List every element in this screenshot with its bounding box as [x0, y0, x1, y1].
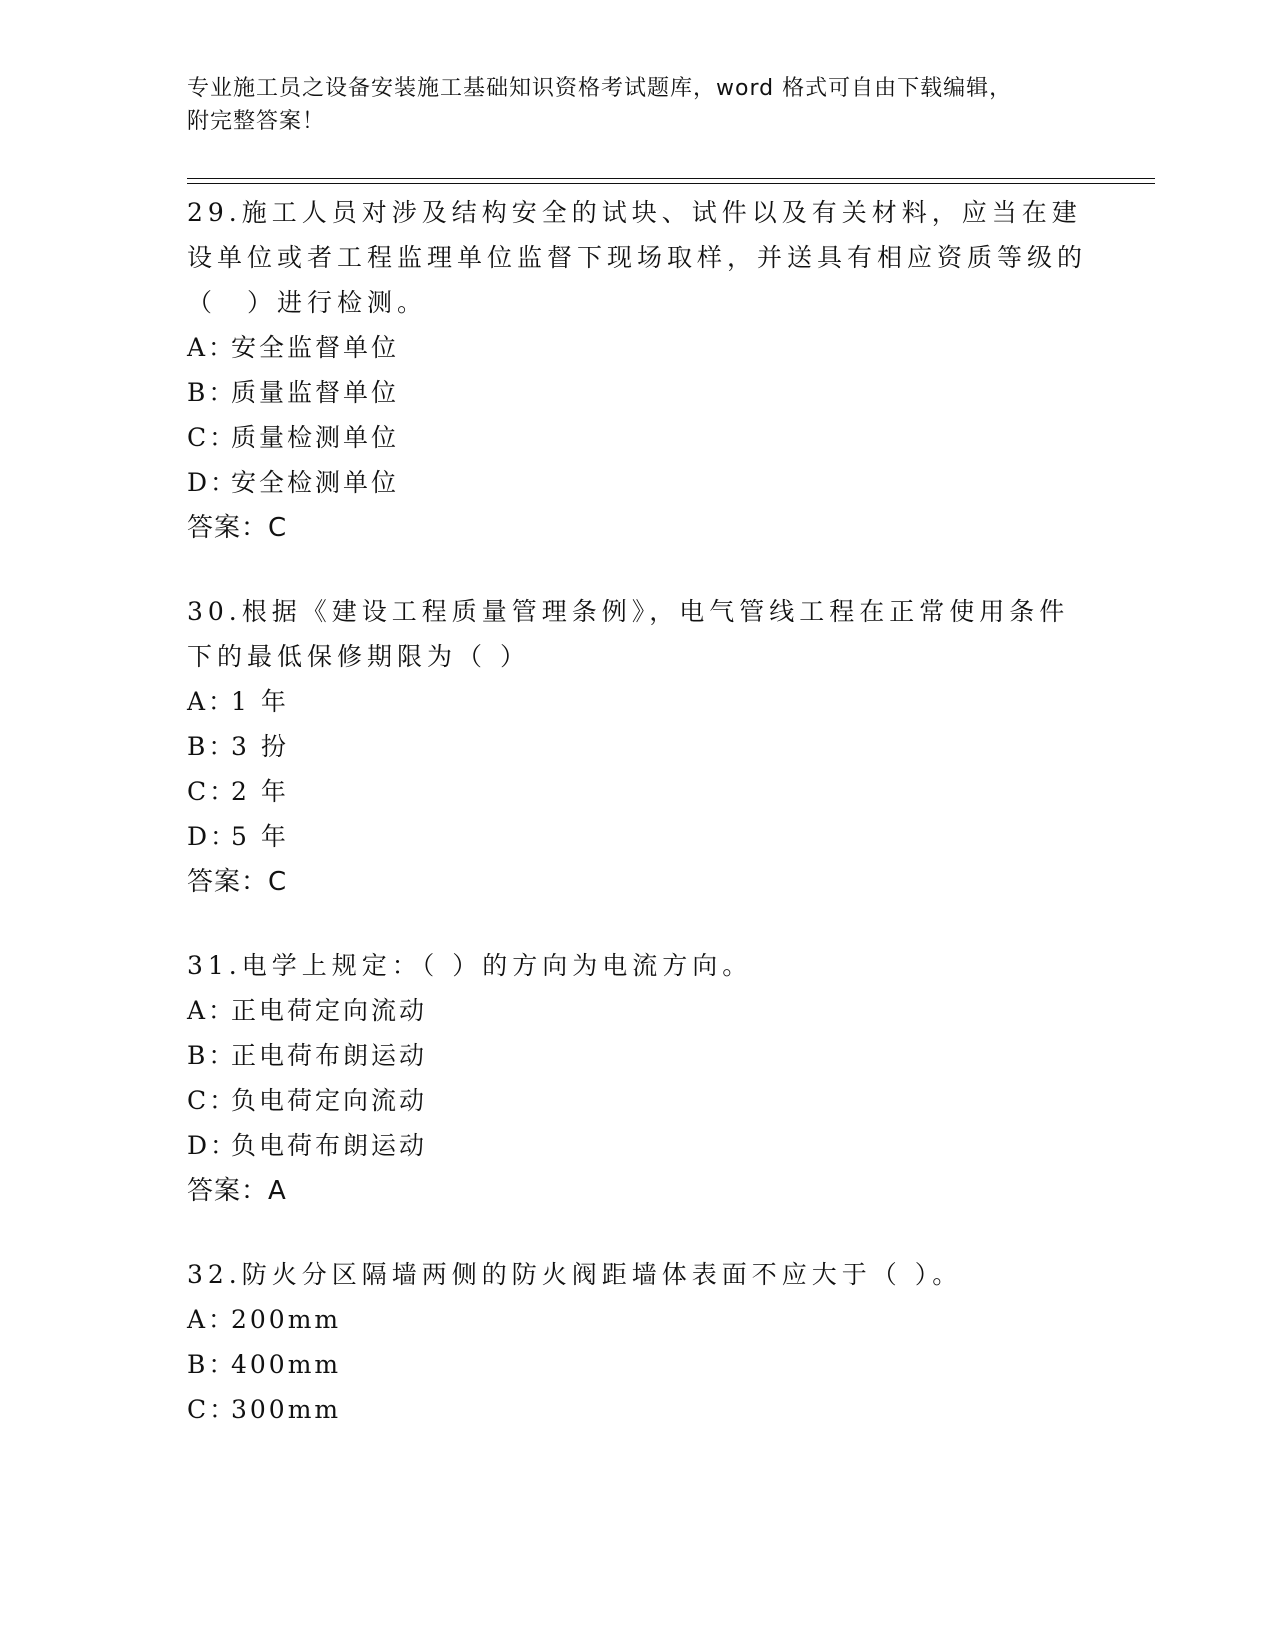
option-a [187, 1297, 1087, 1342]
option-label: A： [187, 687, 237, 716]
question-text: 29.施工人员对涉及结构安全的试块、试件以及有关材料，应当在建设单位或者工程监理单位监督下现场取样，并送具有相应资质等级的（ ）进行检测。 [187, 198, 1088, 317]
document-header [187, 72, 1087, 138]
option-label: D： [187, 1131, 239, 1160]
header-line-2: 附完整答案！ [187, 109, 326, 134]
option-label: D： [187, 822, 239, 851]
question-text: 32.防火分区隔墙两侧的防火阀距墙体表面不应大于（ ）。 [187, 1260, 963, 1289]
option-c [187, 1078, 1087, 1123]
option-label: C： [187, 1395, 238, 1424]
header-divider-bottom [187, 183, 1155, 184]
option-c [187, 1387, 1087, 1432]
option-text: 3 扮 [231, 732, 289, 761]
option-label: B： [187, 732, 237, 761]
option-text: 2 年 [231, 777, 289, 806]
option-text: 正电荷布朗运动 [231, 1041, 428, 1070]
option-b [187, 724, 1087, 769]
option-text: 400mm [231, 1350, 342, 1379]
option-c [187, 769, 1087, 814]
question-text: 31.电学上规定：（ ）的方向为电流方向。 [187, 951, 753, 980]
option-d [187, 814, 1087, 859]
question-text: 30.根据《建设工程质量管理条例》，电气管线工程在正常使用条件下的最低保修期限为（ ） [187, 597, 1070, 671]
option-label: D： [187, 468, 239, 497]
option-a [187, 325, 1087, 370]
option-text: 安全监督单位 [231, 333, 400, 362]
option-a [187, 988, 1087, 1033]
option-d [187, 460, 1087, 505]
option-b [187, 1033, 1087, 1078]
option-text: 200mm [231, 1305, 342, 1334]
option-text: 负电荷定向流动 [231, 1086, 428, 1115]
question-30 [187, 589, 1087, 905]
option-d [187, 1123, 1087, 1168]
option-text: 安全检测单位 [231, 468, 400, 497]
header-divider-top [187, 178, 1155, 179]
option-text: 300mm [231, 1395, 342, 1424]
option-label: C： [187, 1086, 238, 1115]
option-label: B： [187, 1041, 237, 1070]
option-text: 正电荷定向流动 [231, 996, 428, 1025]
answer-line: 答案：C [187, 867, 288, 897]
option-label: A： [187, 1305, 237, 1334]
option-label: B： [187, 1350, 237, 1379]
option-text: 负电荷布朗运动 [231, 1131, 428, 1160]
option-b [187, 1342, 1087, 1387]
option-text: 5 年 [231, 822, 289, 851]
option-text: 质量监督单位 [231, 378, 400, 407]
option-label: C： [187, 777, 238, 806]
answer-line: 答案：A [187, 1176, 287, 1206]
option-b [187, 370, 1087, 415]
option-label: B： [187, 378, 237, 407]
question-31 [187, 943, 1087, 1214]
option-label: A： [187, 996, 237, 1025]
answer-line: 答案：C [187, 513, 288, 543]
option-label: A： [187, 333, 237, 362]
option-text: 1 年 [231, 687, 289, 716]
header-line-1: 专业施工员之设备安装施工基础知识资格考试题库，word 格式可自由下载编辑， [187, 76, 1013, 101]
option-label: C： [187, 423, 238, 452]
option-c [187, 415, 1087, 460]
question-32 [187, 1252, 1087, 1432]
option-text: 质量检测单位 [231, 423, 400, 452]
question-list [187, 190, 1087, 1470]
question-29 [187, 190, 1087, 551]
option-a [187, 679, 1087, 724]
